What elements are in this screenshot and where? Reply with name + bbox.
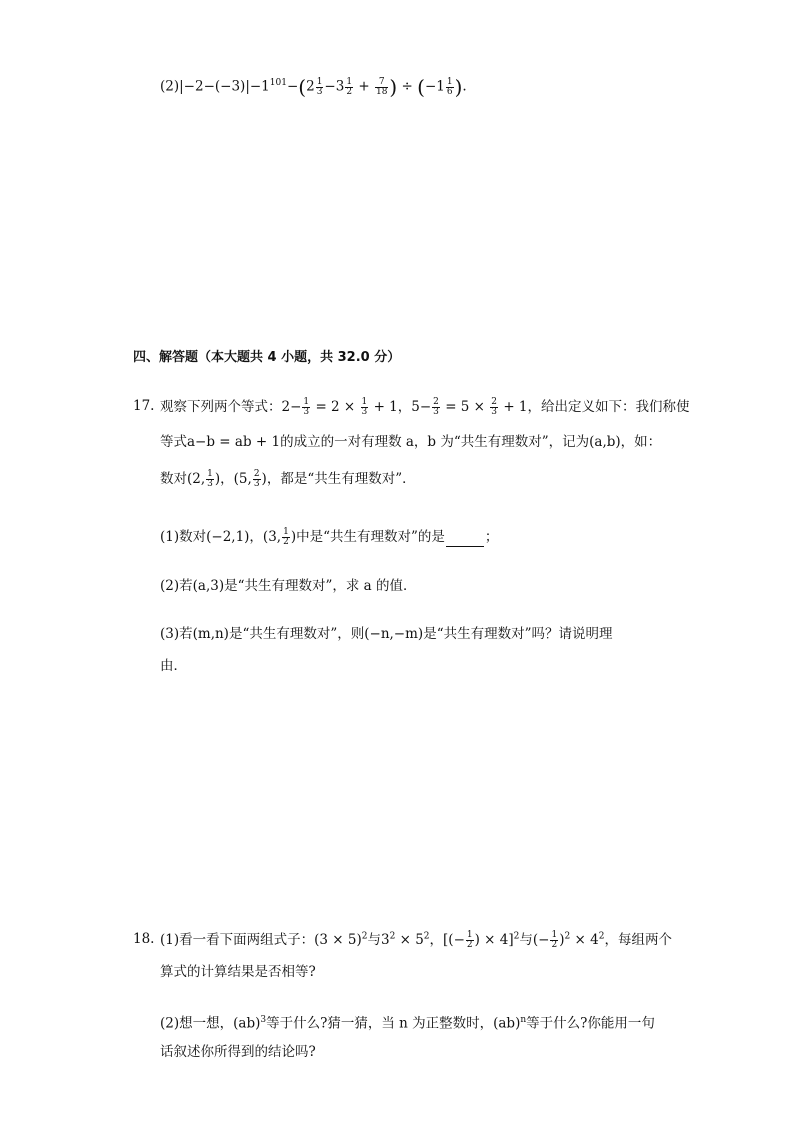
fraction: $\frac{1}{3}$ xyxy=(361,397,368,417)
fraction: $\frac{7}{18}$ xyxy=(375,76,388,97)
question-number: 18. xyxy=(133,931,155,947)
answer-blank[interactable] xyxy=(446,534,484,547)
open-paren: ( xyxy=(417,75,425,99)
q17-part-3-cont: 由． xyxy=(160,658,187,674)
fraction: $\frac{1}{2}$ xyxy=(551,930,558,950)
fraction: $\frac{1}{3}$ xyxy=(207,469,213,489)
fraction: $\frac{2}{3}$ xyxy=(433,397,439,417)
minus-sign: − xyxy=(286,78,299,95)
divide-sign: ÷ xyxy=(401,78,413,95)
q17-line-3: 数对(2, $\frac{1}{3}$ )，(5, $\frac{2}{3}$ )，都是“共生有理数对”． xyxy=(160,469,416,489)
q17-line-1: 观察下列两个等式：2− $\frac{1}{3}$ = 2 × $\frac{1}{3}$ + 1，5− $\frac{2}{3}$ = 5 × $\frac{2}{3}$ + 1，给出定义如下：我们称使 xyxy=(160,397,690,417)
close-paren: ) xyxy=(454,75,463,99)
period: . xyxy=(462,78,467,95)
q18-part-2: (2)想一想，(ab)$^3$等于什么?猜一猜，当 n 为正整数时，(ab)$^n$等于什么?你能用一句 xyxy=(160,1015,655,1032)
mixed-whole: −3 xyxy=(324,78,345,95)
fraction: $\frac{1}{3}$ xyxy=(316,76,323,97)
fraction: $\frac{1}{2}$ xyxy=(283,527,289,547)
q17-part-3: (3)若(m,n)是“共生有理数对”，则(−n,−m)是“共生有理数对”吗？请说明理 xyxy=(160,626,613,642)
q18-line-1: (1)看一看下面两组式子：$(3 \times 5)^2$与$3^2 \times 5^2$，[(− $\frac{1}{2}$ ) × 4]$^2$与(− $\frac{1}{2}$ )$^2 \times 4^2$，每组两个 xyxy=(160,930,672,950)
q17-part-2: (2)若(a,3)是“共生有理数对”，求 a 的值． xyxy=(160,578,417,594)
fraction: $\frac{2}{3}$ xyxy=(253,469,260,489)
q17-part-1: (1)数对(−2,1)，(3, $\frac{1}{2}$ )中是“共生有理数对”的是 ； xyxy=(160,527,499,547)
expr-prefix: (2)|−2−(−3)|−1 xyxy=(160,78,270,95)
q18-part-2-cont: 话叙述你所得到的结论吗? xyxy=(160,1044,316,1060)
open-paren: ( xyxy=(298,75,307,99)
section-heading: 四、解答题（本大题共 4 小题，共 32.0 分） xyxy=(133,350,401,365)
question-number: 17. xyxy=(133,398,155,414)
fraction: $\frac{2}{3}$ xyxy=(491,397,498,417)
fraction: $\frac{1}{2}$ xyxy=(346,76,353,97)
fraction: $\frac{1}{3}$ xyxy=(303,397,310,417)
q18-line-2: 算式的计算结果是否相等? xyxy=(160,964,316,980)
fraction: $\frac{1}{6}$ xyxy=(446,76,453,97)
exponent: 101 xyxy=(269,78,287,88)
plus-sign: + xyxy=(358,78,370,95)
close-paren: ) xyxy=(389,75,398,99)
fraction: $\frac{1}{2}$ xyxy=(466,930,473,950)
problem-2-expression xyxy=(160,77,467,97)
mixed-whole: 2 xyxy=(306,78,315,95)
mixed-whole: −1 xyxy=(424,78,445,95)
q17-line-2: 等式a−b = ab + 1的成立的一对有理数 a，b 为“共生有理数对”，记为(a,b)，如： xyxy=(160,434,662,450)
